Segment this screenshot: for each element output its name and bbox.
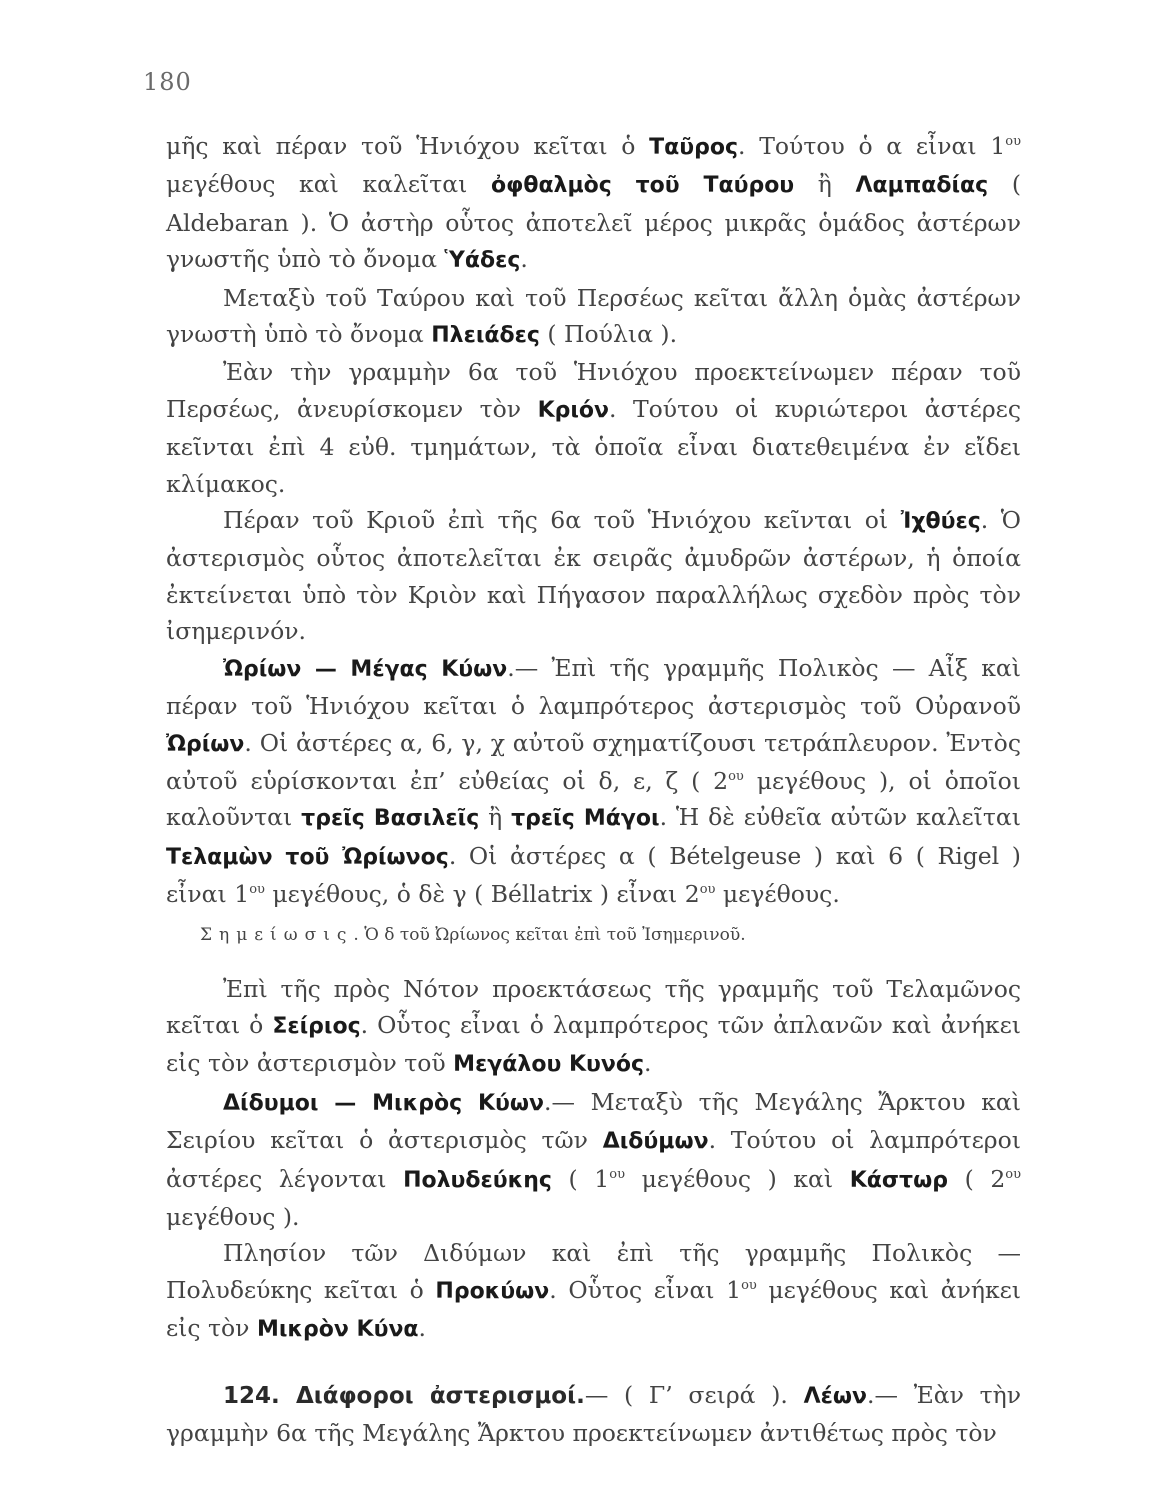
text-run: μεγέθους ) καὶ xyxy=(625,1164,850,1193)
ordinal-superscript: ου xyxy=(1005,1166,1022,1182)
bold-term: 124. Διάφοροι ἀστερισμοί. xyxy=(223,1382,585,1409)
text-run: . Ὁ ἀστερισμὸς οὗτος ἀποτελεῖται ἐκ σειρᾶς ἀμυδρῶν ἀστέρων, ἡ ὁποία ἐκτείνεται ὑπὸ τὸν Κριὸν καὶ Πήγασον παραλλήλως σχεδὸν πρὸς τὸν ἰσημερινόν. xyxy=(166,506,1022,646)
bold-term: Κριόν xyxy=(537,397,610,423)
paragraph xyxy=(166,1235,1021,1348)
text-run: .— Ἐὰν τὴν γραμμὴν 6α τῆς Μεγάλης Ἄρκτου προεκτείνωμεν ἀντιθέτως πρὸς τὸν xyxy=(166,1380,1021,1447)
text-run: . Οἱ ἀστέρες α, 6, γ, χ αὐτοῦ σχηματίζουσι τετράπλευρον. Ἐντὸς αὐτοῦ εὑρίσκονται ἐπ’ εὐθείας οἱ δ, ε, ζ ( 2 xyxy=(166,728,1021,795)
ordinal-superscript: ου xyxy=(249,882,265,898)
text-run: Πέραν τοῦ Κριοῦ ἐπὶ τῆς 6α τοῦ Ἡνιόχου κεῖνται οἱ xyxy=(223,506,901,535)
ordinal-superscript: ου xyxy=(699,882,716,898)
text-run: ἢ xyxy=(794,170,856,199)
text-run: .— Ἐπὶ τῆς γραμμῆς Πολικὸς — Αἶξ καὶ πέραν τοῦ Ἡνιόχου κεῖται ὁ λαμπρότερος ἀστερισμὸς τοῦ Οὐρανοῦ xyxy=(166,653,1021,721)
text-run: ἢ xyxy=(479,803,512,832)
text-run: . Οἱ ἀστέρες α ( Bételgeuse ) καὶ 6 ( Rigel ) εἶναι 1 xyxy=(166,841,1021,909)
ordinal-superscript: ου xyxy=(1005,134,1022,150)
bold-term: Λαμπαδίας xyxy=(855,173,989,199)
bold-term: Μικρὸν Κύνα xyxy=(256,1317,419,1343)
text-run: . xyxy=(418,1314,427,1343)
bold-term: Πολυδεύκης xyxy=(403,1167,552,1193)
text-run: Ἐὰν τὴν γραμμὴν 6α τοῦ Ἡνιόχου προεκτείνωμεν πέραν τοῦ Περσέως, ἀνευρίσκομεν τὸν xyxy=(166,358,1021,423)
bold-term: Διδύμων xyxy=(602,1129,709,1155)
text-run: μεγέθους, ὁ δὲ γ ( Béllatrix ) εἶναι 2 xyxy=(264,880,700,909)
bold-term: Ταῦρος xyxy=(649,135,739,160)
text-run: . Ὁ δ τοῦ Ὠρίωνος κεῖται ἐπὶ τοῦ Ἰσημερινοῦ. xyxy=(353,924,746,945)
bold-term: τρεῖς Μάγοι xyxy=(511,806,660,832)
text-run: ( Πούλια ). xyxy=(539,320,678,349)
bold-term: Ὑάδες xyxy=(444,248,521,274)
text-run: μεγέθους καὶ καλεῖται xyxy=(166,170,491,199)
page-number: 180 xyxy=(143,68,192,96)
paragraph xyxy=(166,502,1021,650)
text-run: ( 2 xyxy=(947,1164,1006,1193)
ordinal-superscript: ου xyxy=(741,1277,757,1293)
bold-term: Δίδυμοι — Μικρὸς Κύων xyxy=(223,1090,544,1116)
text-run: μεγέθους καὶ ἀνήκει εἰς τὸν xyxy=(166,1275,1022,1343)
text-run: Ἐπὶ τῆς πρὸς Νότον προεκτάσεως τῆς γραμμῆς τοῦ Τελαμῶνος κεῖται ὁ xyxy=(166,974,1021,1039)
text-run: . Ἡ δὲ εὐθεῖα αὐτῶν καλεῖται xyxy=(659,803,1021,832)
bold-term: Σείριος xyxy=(272,1013,361,1039)
text-run: . Τούτου οἱ κυριώτεροι ἀστέρες κεῖνται ἐπὶ 4 εὐθ. τμημάτων, τὰ ὁποῖα εἶναι διατεθειμένα ἐν εἴδει κλίμακος. xyxy=(166,394,1021,498)
paragraph xyxy=(166,1084,1021,1236)
text-run: μεγέθους ), οἱ ὁποῖοι καλοῦνται xyxy=(166,766,1022,832)
bold-term: Μεγάλου Κυνός xyxy=(453,1052,645,1078)
bold-term: Πλειάδες xyxy=(431,323,540,349)
text-run: . Οὗτος εἶναι ὁ λαμπρότερος τῶν ἀπλανῶν καὶ ἀνήκει εἰς τὸν ἀστερισμὸν τοῦ xyxy=(166,1010,1022,1078)
section-heading-paragraph xyxy=(166,1377,1021,1452)
bold-term: Ὠρίων xyxy=(166,731,245,757)
paragraph xyxy=(166,280,1021,355)
text-run: . Οὗτος εἶναι 1 xyxy=(549,1275,742,1304)
paragraph xyxy=(166,354,1021,502)
bold-term: Προκύων xyxy=(435,1278,550,1304)
text-run: . Τούτου ὁ α εἶναι 1 xyxy=(738,132,1006,160)
text-run: . Τούτου οἱ λαμπρότεροι ἀστέρες λέγονται xyxy=(166,1126,1021,1193)
bold-term: τρεῖς Βασιλεῖς xyxy=(301,806,480,832)
text-run: Μεταξὺ τοῦ Ταύρου καὶ τοῦ Περσέως κεῖται ἄλλη ὁμὰς ἀστέρων γνωστὴ ὑπὸ τὸ ὄνομα xyxy=(166,283,1021,349)
paragraph xyxy=(166,128,1021,280)
footnote xyxy=(166,913,1021,957)
bold-term: Λέων xyxy=(803,1383,868,1409)
ordinal-superscript: ου xyxy=(609,1166,625,1182)
paragraph xyxy=(166,650,1021,913)
text-run: . xyxy=(520,245,528,274)
bold-term: Τελαμὼν τοῦ Ὠρίωνος xyxy=(166,844,449,870)
text-run: . xyxy=(644,1049,652,1078)
bold-term: Ἰχθύες xyxy=(900,509,981,535)
text-run: μεγέθους. xyxy=(715,880,840,909)
paragraph xyxy=(166,971,1021,1084)
text-run: — ( Γ’ σειρά ). xyxy=(584,1380,804,1409)
bold-term: Ὠρίων — Μέγας Κύων xyxy=(223,656,508,682)
text-run: Πλησίον τῶν Διδύμων καὶ ἐπὶ τῆς γραμμῆς Πολικὸς — Πολυδεύκης κεῖται ὁ xyxy=(166,1239,1021,1304)
ordinal-superscript: ου xyxy=(728,769,744,785)
bold-term: ὀφθαλμὸς τοῦ Ταύρου xyxy=(491,173,795,199)
bold-term: Κάστωρ xyxy=(849,1167,948,1193)
text-run: Σημείωσις xyxy=(200,924,354,945)
text-run: μῆς καὶ πέραν τοῦ Ἡνιόχου κεῖται ὁ xyxy=(166,132,650,160)
text-run: μεγέθους ). xyxy=(166,1202,300,1231)
text-run: ( Aldebaran ). Ὁ ἀστὴρ οὗτος ἀποτελεῖ μέρος μικρᾶς ὁμάδος ἀστέρων γνωστῆς ὑπὸ τὸ ὄνομα xyxy=(166,170,1022,274)
page-text xyxy=(166,128,1021,1451)
text-run: .— Μεταξὺ τῆς Μεγάλης Ἄρκτου καὶ Σειρίου κεῖται ὁ ἀστερισμὸς τῶν xyxy=(166,1087,1021,1155)
text-run: ( 1 xyxy=(551,1164,610,1193)
